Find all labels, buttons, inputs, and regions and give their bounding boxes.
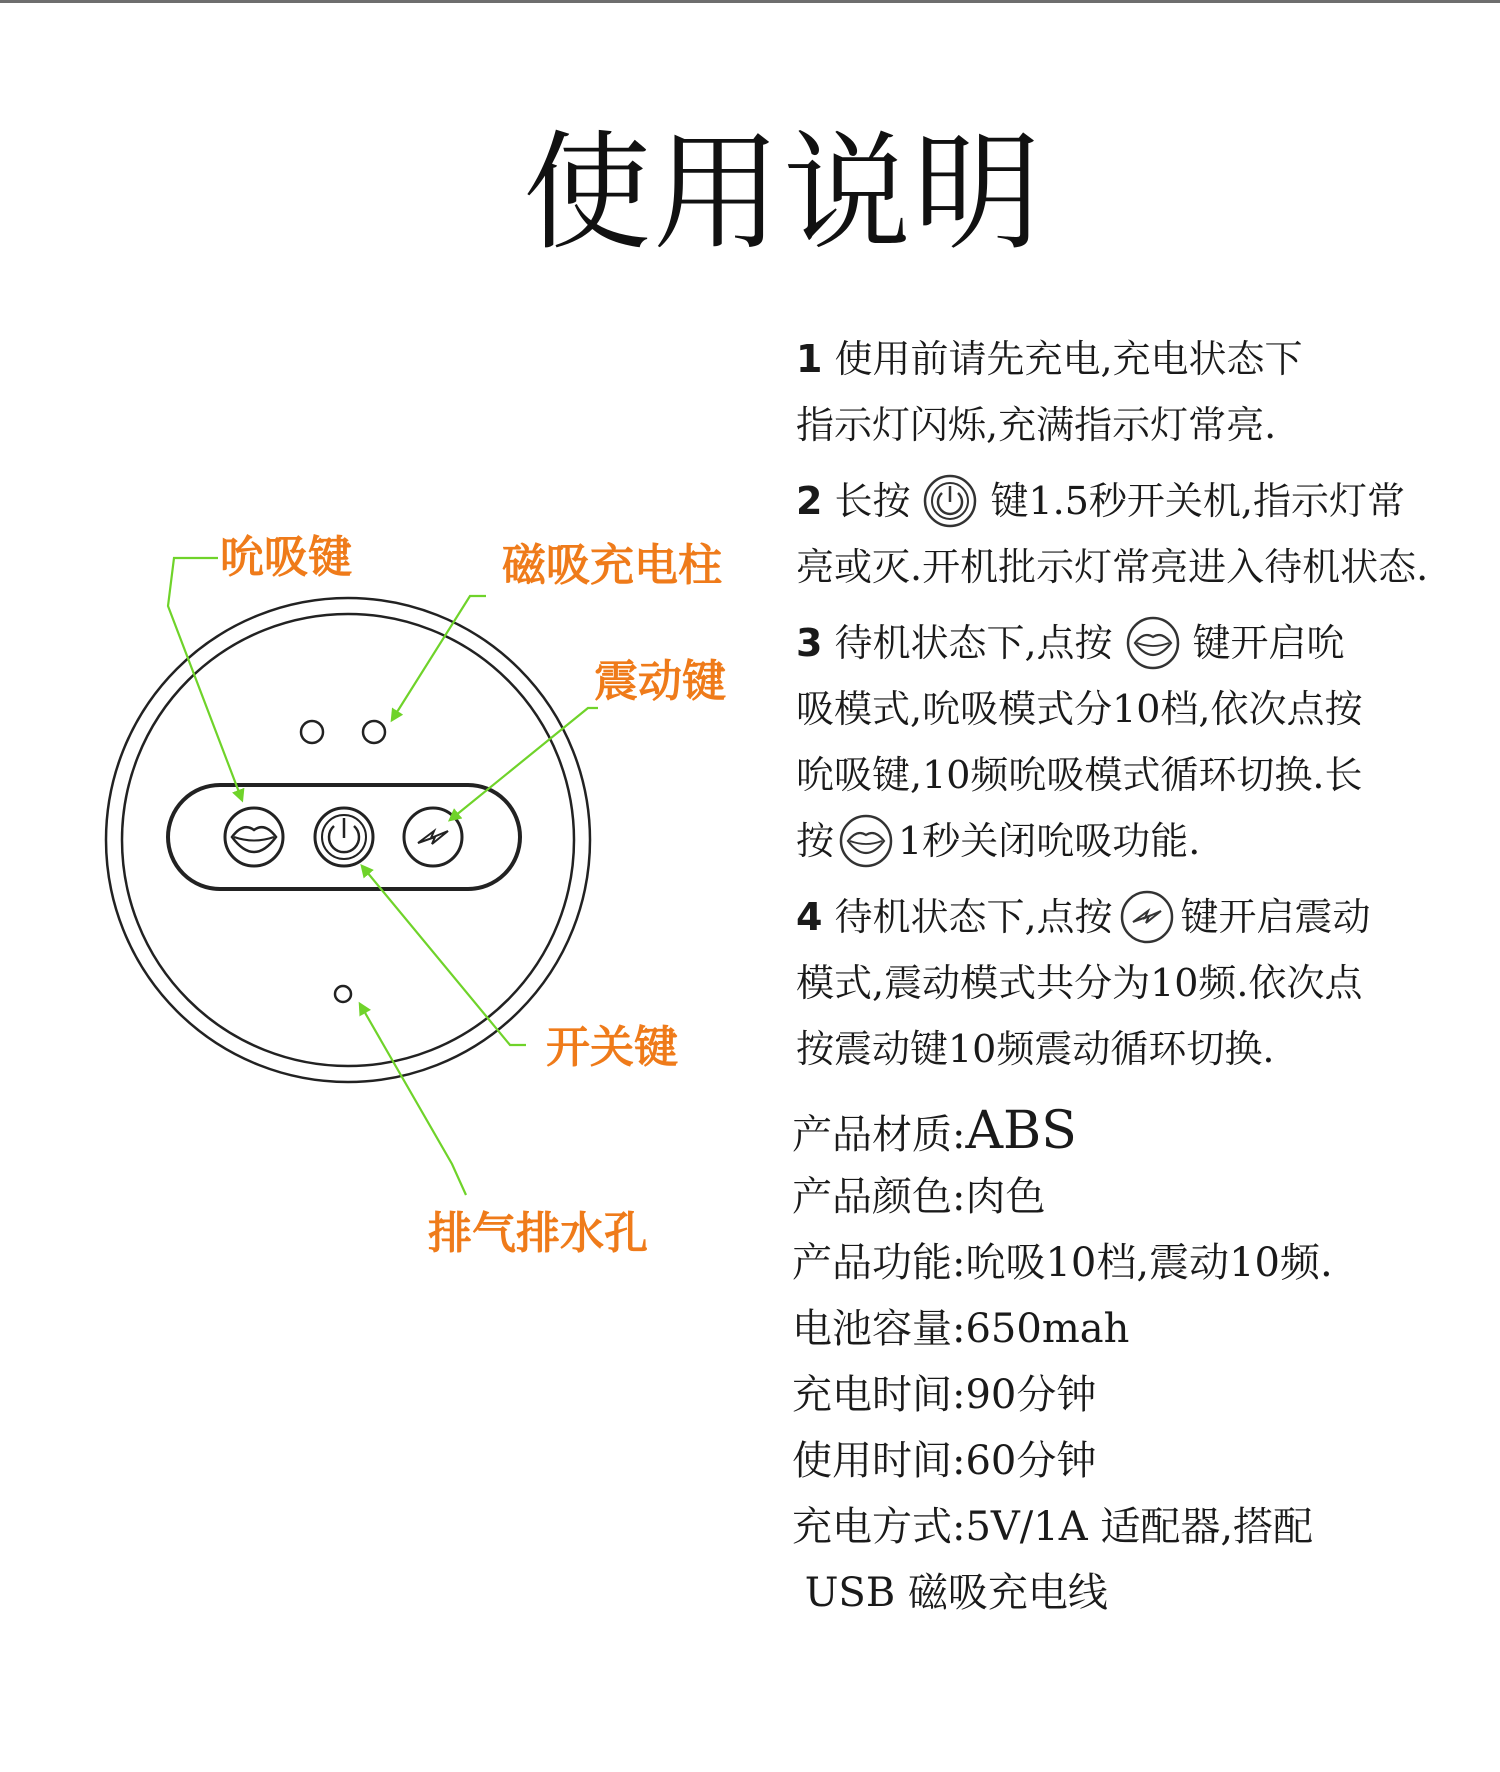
power-icon — [922, 473, 978, 529]
step-2 — [796, 468, 1486, 600]
step-text: 吸模式,吮吸模式分10档,依次点按 — [796, 687, 1363, 731]
step-text: 长按 — [834, 479, 911, 523]
device-inner-ring — [122, 614, 574, 1066]
power-button — [315, 808, 373, 866]
power-key-pointer — [362, 866, 526, 1045]
step-number: 4 — [796, 895, 823, 939]
lips-icon — [838, 813, 894, 869]
vibration-key-pointer — [450, 708, 598, 820]
step-text: 模式,震动模式共分为10频.依次点 — [796, 961, 1363, 1005]
step-number: 3 — [796, 621, 823, 665]
lips-button — [225, 808, 283, 866]
step-number: 2 — [796, 479, 823, 523]
charging-pin-left — [301, 721, 323, 743]
step-3 — [796, 610, 1486, 874]
spec-use-time: 使用时间:60分钟 — [792, 1438, 1097, 1484]
device-outer-ring — [106, 598, 590, 1082]
suck-key-pointer — [168, 558, 242, 800]
vent-hole — [335, 986, 351, 1002]
step-text: 指示灯闪烁,充满指示灯常亮. — [796, 403, 1277, 447]
instructions — [796, 326, 1486, 1092]
step-text: 键开启吮 — [1192, 621, 1345, 665]
power-key-label: 开关键 — [546, 1022, 678, 1073]
spec-value: ABS — [965, 1101, 1077, 1161]
step-number: 1 — [796, 337, 823, 381]
spec-charge-method-cont: USB 磁吸充电线 — [792, 1570, 1108, 1616]
product-specs — [792, 1098, 1492, 1626]
magnetic-charging-label: 磁吸充电柱 — [502, 540, 722, 591]
suck-key-label: 吮吸键 — [220, 532, 352, 583]
spec-function: 产品功能:吮吸10档,震动10频. — [792, 1240, 1333, 1286]
step-text: 1秒关闭吮吸功能. — [898, 819, 1201, 863]
spec-charge-method: 充电方式:5V/1A 适配器,搭配 — [792, 1504, 1314, 1550]
step-text: 待机状态下,点按 — [834, 895, 1113, 939]
charging-pin-right — [363, 721, 385, 743]
lips-icon — [1125, 615, 1181, 671]
vibration-key-label: 震动键 — [594, 656, 726, 707]
step-text: 按震动键10频震动循环切换. — [796, 1027, 1275, 1071]
lightning-icon — [1119, 889, 1175, 945]
vent-hole-label: 排气排水孔 — [428, 1208, 648, 1259]
spec-color: 产品颜色:肉色 — [792, 1174, 1046, 1220]
step-1 — [796, 326, 1486, 458]
step-text: 按 — [796, 819, 835, 863]
step-4 — [796, 884, 1486, 1082]
step-text: 键开启震动 — [1180, 895, 1371, 939]
step-text: 亮或灭.开机批示灯常亮进入待机状态. — [796, 545, 1429, 589]
spec-battery: 电池容量:650mah — [792, 1306, 1130, 1352]
spec-material — [792, 1098, 1492, 1164]
step-text: 待机状态下,点按 — [834, 621, 1113, 665]
page-title: 使用说明 — [522, 119, 1043, 268]
spec-label: 产品材质: — [792, 1112, 966, 1158]
step-text: 吮吸键,10频吮吸模式循环切换.长 — [796, 753, 1363, 797]
step-text: 键1.5秒开关机,指示灯常 — [990, 479, 1405, 523]
vent-hole-pointer — [360, 1004, 466, 1195]
spec-charge-time: 充电时间:90分钟 — [792, 1372, 1097, 1418]
step-text: 使用前请先充电,充电状态下 — [834, 337, 1303, 381]
